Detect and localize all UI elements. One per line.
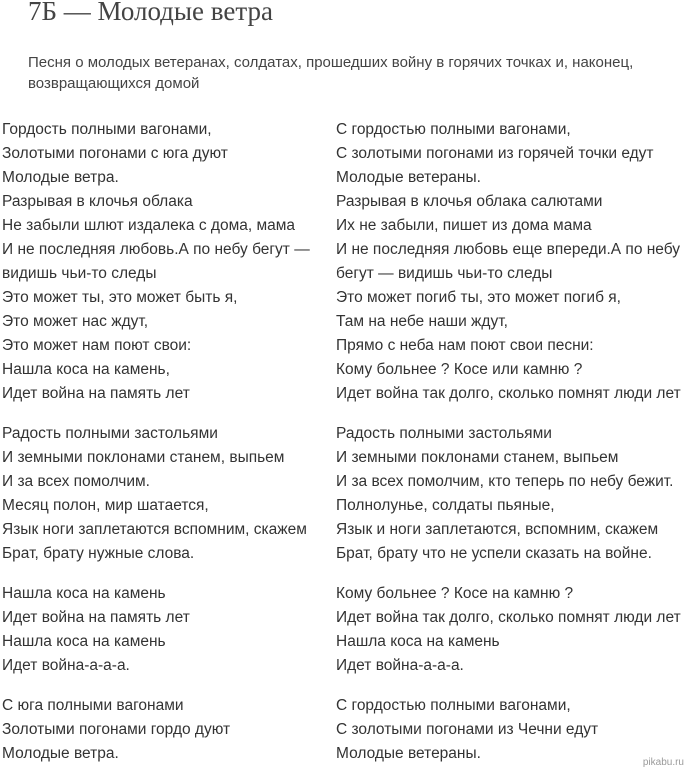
lyric-line: С гордостью полными вагонами, [336, 697, 571, 714]
lyric-line: Нашла коса на камень [336, 633, 500, 650]
lyric-line: Разрывая в клочья облака [2, 193, 193, 210]
lyric-line: видишь чьи-то следы [2, 265, 157, 282]
lyrics-original-column [2, 118, 332, 782]
lyric-line: Язык и ноги заплетаются, вспомним, скажем [336, 521, 659, 538]
lyric-line: Идет война-а-а-а. [2, 657, 130, 674]
lyric-line: Прямо с неба нам поют свои песни: [336, 337, 594, 354]
lyric-line: Там на небе наши ждут, [336, 313, 508, 330]
intro-text: Песня о молодых ветеранах, солдатах, прошедших войну в горячих точках и, наконец, возвращающихся домой [28, 54, 634, 92]
lyric-line: Идет война на память лет [2, 385, 190, 402]
lyric-line: Радость полными застольями [336, 425, 552, 442]
stanza [336, 118, 692, 406]
watermark: pikabu.ru [642, 757, 684, 768]
lyric-line: Золотыми погонами гордо дуют [2, 721, 231, 738]
lyric-line: Месяц полон, мир шатается, [2, 497, 209, 514]
lyric-line: С золотыми погонами из горячей точки едут [336, 145, 654, 162]
lyric-line: Разрывая в клочья облака салютами [336, 193, 603, 210]
lyric-line: бегут — видишь чьи-то следы [336, 265, 553, 282]
lyric-line: Не забыли шлют издалека с дома, мама [2, 217, 296, 234]
lyric-line: Идет война так долго, сколько помнят люди лет [336, 609, 681, 626]
lyric-line: И земными поклонами станем, выпьем [336, 449, 619, 466]
lyric-line: Нашла коса на камень [2, 633, 166, 650]
lyric-line: Брат, брату что не успели сказать на войне. [336, 545, 652, 562]
lyric-line: Это может нас ждут, [2, 313, 149, 330]
lyric-line: Это может погиб ты, это может погиб я, [336, 289, 621, 306]
lyric-line: Нашла коса на камень [2, 585, 166, 602]
lyric-line: И за всех помолчим. [2, 473, 150, 490]
stanza [2, 582, 332, 678]
lyric-line: Кому больнее ? Косе на камню ? [336, 585, 574, 602]
stanza [336, 694, 692, 766]
stanza [336, 422, 692, 566]
lyric-line: Золотыми погонами с юга дуют [2, 145, 228, 162]
lyric-line: И не последняя любовь еще впереди.А по небу [336, 241, 681, 258]
lyric-line: С юга полными вагонами [2, 697, 184, 714]
lyric-line: Молодые ветераны. [336, 745, 481, 762]
lyric-line: С золотыми погонами из Чечни едут [336, 721, 599, 738]
lyric-line: Молодые ветра. [2, 169, 119, 186]
stanza [336, 582, 692, 678]
lyric-line: И земными поклонами станем, выпьем [2, 449, 285, 466]
lyric-line: С гордостью полными вагонами, [336, 121, 571, 138]
lyric-line: Это может ты, это может быть я, [2, 289, 238, 306]
lyric-line: И не последняя любовь.А по небу бегут — [2, 241, 310, 258]
lyric-line: Это может нам поют свои: [2, 337, 192, 354]
lyric-line: Гордость полными вагонами, [2, 121, 212, 138]
lyric-line: Молодые ветра. [2, 745, 119, 762]
lyric-line: Язык ноги заплетаются вспомним, скажем [2, 521, 307, 538]
lyric-line: Полнолунье, солдаты пьяные, [336, 497, 555, 514]
stanza [2, 694, 332, 766]
lyric-line: Радость полными застольями [2, 425, 218, 442]
lyric-line: Их не забыли, пишет из дома мама [336, 217, 592, 234]
lyric-line: Нашла коса на камень, [2, 361, 170, 378]
lyric-line: Идет война на память лет [2, 609, 190, 626]
lyric-line: Идет война-а-а-а. [336, 657, 464, 674]
lyrics-remake-column [336, 118, 692, 782]
lyric-line: Брат, брату нужные слова. [2, 545, 195, 562]
page-title: 7Б — Молодые ветра [28, 0, 273, 26]
lyric-line: Молодые ветераны. [336, 169, 481, 186]
stanza [2, 118, 332, 406]
lyric-line: И за всех помолчим, кто теперь по небу бежит. [336, 473, 674, 490]
stanza [2, 422, 332, 566]
lyric-line: Идет война так долго, сколько помнят люди лет [336, 385, 681, 402]
lyric-line: Кому больнее ? Косе или камню ? [336, 361, 583, 378]
